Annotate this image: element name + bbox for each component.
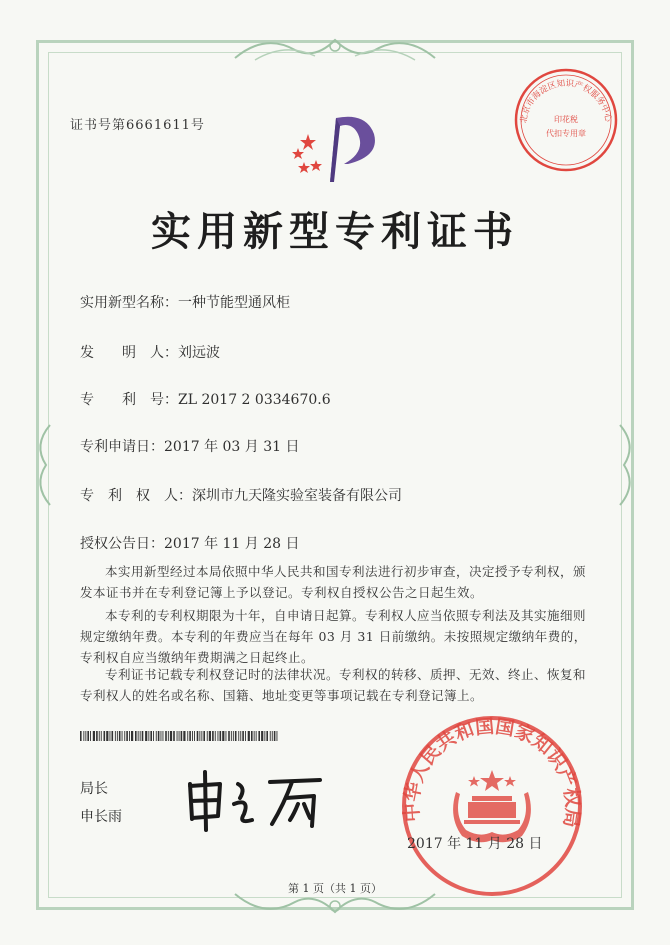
field-value: 2017 年 03 月 31 日 <box>164 439 300 455</box>
field-value: ZL 2017 2 0334670.6 <box>178 392 331 408</box>
right-border-ornament <box>612 420 642 510</box>
field-patent-number <box>80 389 331 409</box>
field-label: 发 明 人： <box>80 345 178 361</box>
field-grant-date <box>80 533 300 553</box>
field-inventor <box>80 342 220 362</box>
page-number: 第 1 页（共 1 页） <box>288 882 382 895</box>
field-value: 一种节能型通风柜 <box>178 295 290 311</box>
body-paragraph-3: 专利证书记载专利权登记时的法律状况。专利权的转移、质押、无效、终止、恢复和专利权人的姓名或名称、国籍、地址变更等事项记载在专利登记簿上。 <box>80 666 587 703</box>
field-value: 2017 年 11 月 28 日 <box>164 536 300 552</box>
field-value: 深圳市九天隆实验室装备有限公司 <box>192 488 402 504</box>
field-label: 实用新型名称： <box>80 295 178 311</box>
field-utility-model-name <box>80 292 290 312</box>
svg-text:印花税: 印花税 <box>554 115 578 124</box>
left-border-ornament <box>28 420 58 510</box>
field-label: 专利申请日： <box>80 439 164 455</box>
svg-text:中华人民共和国国家知识产权局: 中华人民共和国国家知识产权局 <box>400 715 584 829</box>
stamp-duty-seal <box>512 66 620 174</box>
issue-date: 2017 年 11 月 28 日 <box>407 836 543 852</box>
director-signature <box>180 764 330 834</box>
certificate-title: 实用新型专利证书 <box>151 208 519 255</box>
svg-text:北京市海淀区知识产权服务中心: 北京市海淀区知识产权服务中心 <box>518 78 613 124</box>
director-title: 局长 <box>80 781 108 797</box>
patent-office-emblem-icon <box>286 104 386 186</box>
field-application-date <box>80 436 300 456</box>
director-name: 申长雨 <box>80 809 122 825</box>
svg-text:代扣专用章: 代扣专用章 <box>546 129 586 138</box>
field-value: 刘远波 <box>178 345 220 361</box>
barcode <box>80 731 280 741</box>
field-label: 专 利 号： <box>80 392 178 408</box>
certificate-number: 证书号第6661611号 <box>70 118 205 133</box>
field-label: 授权公告日： <box>80 536 164 552</box>
field-patentee <box>80 485 402 505</box>
field-label: 专 利 权 人： <box>80 488 192 504</box>
top-border-ornament <box>225 28 445 68</box>
body-paragraph-2: 本专利的专利权期限为十年，自申请日起算。专利权人应当依照专利法及其实施细则规定缴纳年费。本专利的年费应当在每年 03 月 31 日前缴纳。未按照规定缴纳年费的，专利权自应当缴纳年费期满之日起终止。 <box>80 607 587 665</box>
national-ip-office-seal <box>398 712 586 900</box>
body-paragraph-1: 本实用新型经过本局依照中华人民共和国专利法进行初步审查，决定授予专利权，颁发本证书并在专利登记簿上予以登记。专利权自授权公告之日起生效。 <box>80 563 587 600</box>
